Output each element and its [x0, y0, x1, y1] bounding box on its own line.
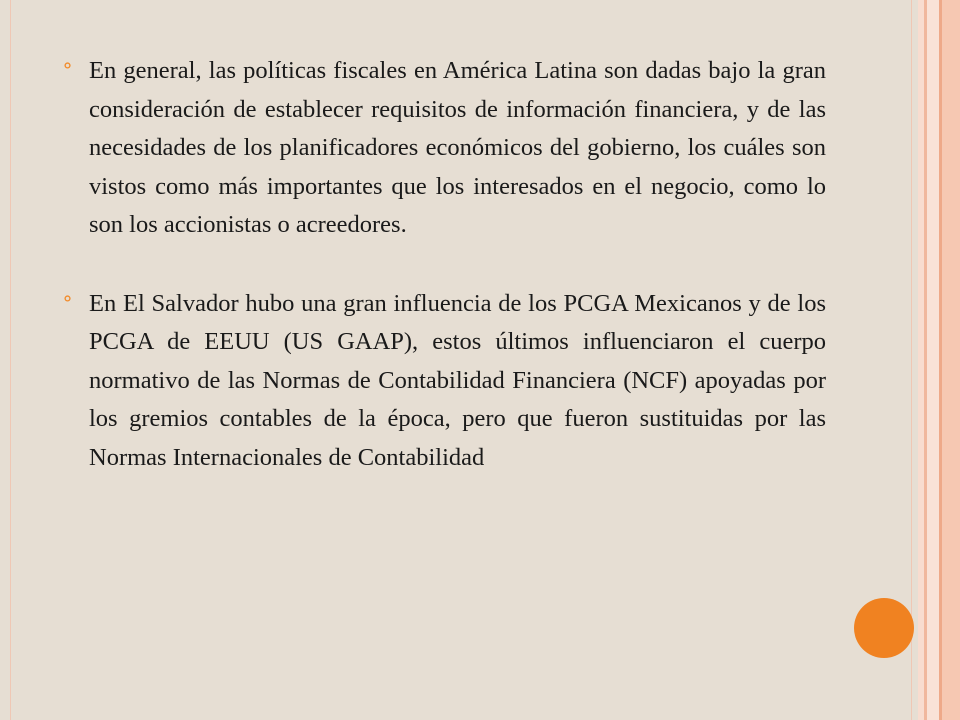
right-border-stripe — [942, 0, 960, 720]
bullet-circle-icon: ⚬ — [60, 56, 76, 77]
bullet-circle-icon: ⚬ — [60, 288, 76, 310]
bullet-text: En El Salvador hubo una gran influencia de los PCGA Mexicanos y de los PCGA de EEUU (US GAAP), estos últimos influenciaron el cuerpo normativo de las Normas de Contabilidad Financiera (NCF) apoyadas por los gremios contables de la época, pero que fueron sustituidas por las Normas Internacionales de Contabilidad — [89, 289, 826, 471]
bullet-text: En general, las políticas fiscales en América Latina son dadas bajo la gran consideración de establecer requisitos de información financiera, y de las necesidades de los planificadores económicos del gobierno, los cuáles son vistos como más importantes que los interesados en el negocio, como lo son los accionistas o acreedores. — [89, 57, 826, 238]
bullet-item — [60, 285, 826, 478]
slide-content — [60, 52, 826, 517]
bullet-item — [60, 52, 826, 245]
decorative-orange-circle — [854, 598, 914, 658]
right-border-stripe — [927, 0, 939, 720]
